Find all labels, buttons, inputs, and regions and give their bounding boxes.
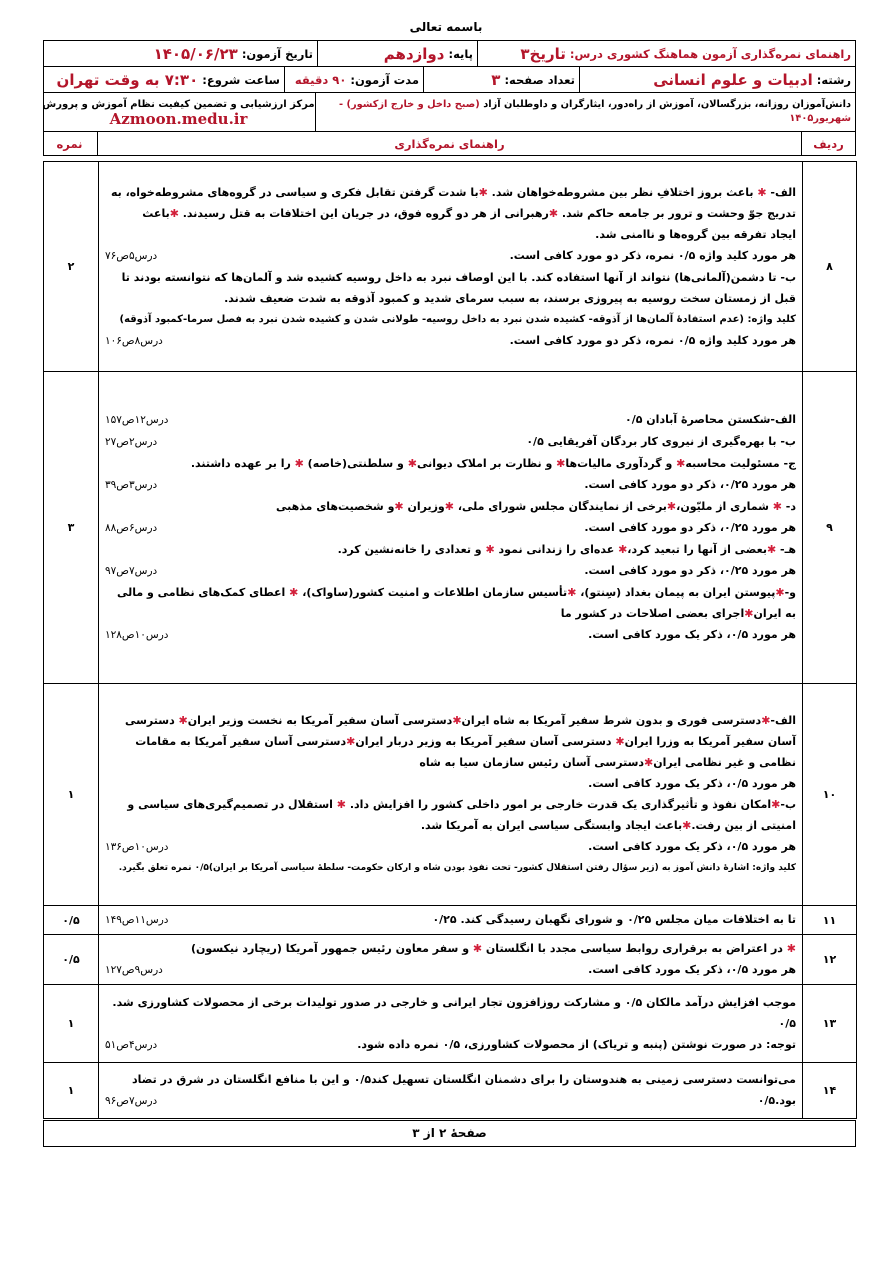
lesson-reference: درس۲ص۲۷ — [105, 436, 158, 448]
lesson-reference: درس۱۱ص۱۴۹ — [105, 914, 169, 926]
answer-text: الف-شکستن محاصرهٔ آبادان ۰/۵ — [625, 413, 796, 426]
answer-row — [44, 1063, 857, 1119]
answer-text: ایجاد تفرقه بین گروه‌ها و ناامنی شد. — [595, 227, 796, 241]
lesson-reference: درس۹ص۱۲۷ — [105, 964, 163, 976]
pages-label: تعداد صفحه: — [504, 72, 575, 87]
answer-text: کلید واژه: اشارهٔ دانش آموز به (زیر سؤال رفتن استقلال کشور- تحت نفوذ بودن شاه و ارکان حکومت- سلطهٔ سیاسی آمریکا بر ایران)۰/۵ نمره تعلق بگیرد. — [118, 863, 796, 873]
column-header — [43, 131, 856, 156]
answer-text: هر مورد ۰/۵، ذکر یک مورد کافی است. — [588, 628, 796, 641]
answer-line — [105, 992, 796, 1013]
duration-label: مدت آزمون: — [350, 72, 419, 87]
answer-line — [105, 752, 796, 773]
answer-row — [44, 162, 857, 372]
answer-text: نظامی و غیر نظامی ایران✱دسترسی آسان رئیس سازمان سیا به شاه — [419, 756, 796, 769]
answer-text: ب- با بهره‌گیری از نیروی کار بردگان آفریقایی ۰/۵ — [526, 435, 796, 448]
answer-line — [105, 539, 796, 560]
answer-line — [105, 560, 796, 582]
field-label: رشته: — [816, 72, 851, 87]
row-number: ۱۴ — [803, 1063, 857, 1119]
duration-cell — [284, 67, 423, 92]
answer-line — [105, 1090, 796, 1112]
answer-text: قبل از زمستان سخت روسیه به پیروزی برسند، به سبب سرمای شدید و کمبود آذوقه به شدت ضعیف شدند. — [224, 291, 796, 305]
row-number: ۹ — [803, 372, 857, 684]
answer-text: کلید واژه: (عدم استفادهٔ آلمان‌ها از آذوقه- کشیده شدن نبرد به داخل روسیه- طولانی شدن و کشیده شدن نبرد به فصل سرما-کمبود آذوقه) — [119, 313, 796, 325]
students: دانش‌آموزان روزانه، بزرگسالان، آموزش از راه‌دور، ایثارگران و داوطلبان آزاد — [483, 99, 851, 110]
answer-row — [44, 684, 857, 906]
answer-line — [105, 288, 796, 309]
answer-text: الف- ✱ باعث بروز اختلافِ نظر بین مشروطه‌خواهان شد. ✱با شدت گرفتن تقابل فکری و سیاسی در گروه‌های مشروطه‌خواه، به — [110, 185, 796, 199]
start-time: ۷:۳۰ به وقت تهران — [56, 70, 199, 89]
score-value: ۰/۵ — [44, 906, 99, 935]
answer-table — [43, 161, 857, 1119]
lesson-reference: درس۴ص۵۱ — [105, 1038, 158, 1051]
answer-text: و-✱پیوستن ایران به پیمان بغداد (سِنتو)، ✱تأسیس سازمان اطلاعات و امنیت کشور(ساواک)، ✱ اعطای کمک‌های نظامی و مالی — [116, 586, 796, 599]
answer-guide — [99, 372, 803, 684]
center-name: مرکز ارزشیابی و تضمین کیفیت نظام آموزش و پرورش — [42, 99, 315, 110]
col-row: ردیف — [801, 132, 855, 155]
score-value: ۱ — [44, 684, 99, 906]
grade-cell — [317, 41, 477, 66]
answer-text: هر مورد ۰/۲۵، ذکر دو مورد کافی است. — [584, 478, 796, 491]
answer-line — [105, 603, 796, 624]
answer-line — [105, 836, 796, 858]
answer-line — [105, 582, 796, 603]
answer-line — [105, 815, 796, 836]
answer-text: به ایران✱اجرای بعضی اصلاحات در کشور ما — [560, 607, 796, 620]
score-value: ۲ — [44, 162, 99, 372]
answer-text: الف-✱دسترسی فوری و بدون شرط سفیر آمریکا به شاه ایران✱دسترسی آسان سفیر آمریکا به نخست وزیر ایران✱ دسترسی — [124, 714, 796, 727]
header-row-3 — [43, 92, 856, 132]
grade-label: پایه: — [448, 46, 473, 61]
answer-line — [105, 909, 796, 931]
lesson-reference: درس۷ص۹۷ — [105, 565, 158, 577]
row-number: ۱۱ — [803, 906, 857, 935]
answer-guide — [99, 935, 803, 985]
answer-text: د- ✱ شماری از ملیّون،✱برخی از نمایندگان مجلس شورای ملی، ✱وزیران ✱و شخصیت‌های مذهبی — [275, 500, 796, 513]
lesson-reference: درس۳ص۳۹ — [105, 479, 158, 491]
field: ادبیات و علوم انسانی — [653, 70, 813, 89]
answer-text: ۰/۵ — [778, 1016, 796, 1030]
date-cell — [42, 41, 317, 66]
row-number: ۱۳ — [803, 985, 857, 1063]
answer-guide — [99, 162, 803, 372]
answer-line — [105, 224, 796, 245]
title-cell — [477, 41, 855, 66]
lesson-reference: درس۷ص۹۶ — [105, 1095, 158, 1107]
answer-text: ب- تا دشمن(آلمانی‌ها) نتواند از آنها استفاده کند. با این اوصاف نبرد به داخل روسیه کشیده شد و آلمان‌ها که نتوانسته بودند تا — [121, 270, 796, 284]
exam-date: ۱۴۰۵/۰۶/۲۳ — [153, 44, 238, 63]
pages: ۳ — [491, 70, 501, 89]
answer-line — [105, 496, 796, 517]
website-link[interactable]: Azmoon.medu.ir — [109, 110, 248, 128]
answer-row — [44, 935, 857, 985]
start-cell — [42, 67, 284, 92]
score-value: ۱ — [44, 985, 99, 1063]
answer-line — [105, 731, 796, 752]
answer-line — [105, 182, 796, 203]
field-cell — [579, 67, 855, 92]
answer-line — [105, 431, 796, 453]
lesson-reference: درس۱۰ص۱۳۶ — [105, 841, 169, 853]
answer-text: آسان سفیر آمریکا به وزرا ایران✱ دسترسی آسان سفیر آمریکا به وزیر دربار ایران✱دسترسی آسان سفیر آمریکا به مقامات — [135, 735, 796, 748]
answer-line — [105, 624, 796, 646]
answer-text: تا به اختلافات میان مجلس ۰/۲۵ و شورای نگهبان رسیدگی کند. ۰/۲۵ — [432, 913, 796, 926]
answer-text: هر مورد کلید واژه ۰/۵ نمره، ذکر دو مورد کافی است. — [509, 333, 796, 347]
header-row-2 — [43, 66, 856, 93]
answer-line — [105, 858, 796, 879]
lesson-reference: درس۶ص۸۸ — [105, 522, 158, 534]
exam-date-label: تاریخ آزمون: — [241, 46, 313, 61]
lesson-reference: درس۵ص۷۶ — [105, 249, 158, 262]
page-footer: صفحهٔ ۲ از ۳ — [43, 1120, 856, 1147]
lesson-reference: درس۱۲ص۱۵۷ — [105, 414, 169, 426]
answer-guide — [99, 985, 803, 1063]
center-cell — [42, 93, 315, 131]
answer-guide — [99, 684, 803, 906]
row-number: ۸ — [803, 162, 857, 372]
answer-line — [105, 959, 796, 981]
start-label: ساعت شروع: — [202, 72, 280, 87]
answer-text: ب-✱امکان نفوذ و تأثیرگذاری یک قدرت خارجی بر امور داخلی کشور را افزایش داد. ✱ استقلال در تصمیم‌گیری‌های سیاسی و — [127, 798, 796, 811]
pages-cell — [423, 67, 579, 92]
answer-text: هر مورد ۰/۲۵، ذکر دو مورد کافی است. — [584, 521, 796, 534]
answer-text: بود.۰/۵ — [757, 1094, 796, 1107]
session: (صبح داخل و خارج ازکشور) - شهریور۱۴۰۵ — [338, 99, 851, 124]
answer-text: هر مورد کلید واژه ۰/۵ نمره، ذکر دو مورد کافی است. — [509, 248, 796, 262]
score-value: ۱ — [44, 1063, 99, 1119]
answer-text: ✱ در اعتراض به برقراری روابط سیاسی مجدد با انگلستان ✱ و سفر معاون رئیس جمهور آمریکا (ریچارد نیکسون) — [191, 942, 796, 955]
answer-text: موجب افزایش درآمد مالکان ۰/۵ و مشارکت روزافزون تجار ایرانی و خارجی در صدور تولیدات برخی از محصولات کشاورزی شد. — [112, 995, 796, 1009]
answer-row — [44, 906, 857, 935]
answer-text: هر مورد ۰/۵، ذکر یک مورد کافی است. — [588, 840, 796, 853]
students-cell — [315, 93, 855, 131]
answer-text: تدریج جوّ وحشت و ترور بر جامعه حاکم شد. ✱رهبرانی از هر دو گروه فوق، در جریان این اختلافات به قتل رسیدند. ✱باعث — [142, 206, 796, 220]
row-number: ۱۰ — [803, 684, 857, 906]
lesson-reference: درس۸ص۱۰۶ — [105, 334, 163, 347]
answer-line — [105, 267, 796, 288]
answer-line — [105, 474, 796, 496]
answer-text: هـ- ✱بعضی از آنها را تبعید کرد،✱ عده‌ای را زندانی نمود ✱ و تعدادی را خانه‌نشین کرد. — [337, 543, 796, 556]
answer-text: توجه: در صورت نوشتن (پنبه و تریاک) از محصولات کشاورزی، ۰/۵ نمره داده شود. — [357, 1037, 796, 1051]
answer-text: می‌توانست دسترسی زمینی به هندوستان را برای دشمنان انگلستان تسهیل کند۰/۵ و این با منافع انگلستان در شرق در تضاد — [132, 1073, 796, 1086]
answer-guide — [99, 906, 803, 935]
score-value: ۰/۵ — [44, 935, 99, 985]
score-value: ۳ — [44, 372, 99, 684]
answer-text: ج- مسئولیت محاسبه✱ و گردآوری مالیات‌ها✱ و نظارت بر املاک دیوانی✱ و سلطنتی(خاصه) ✱ را بر عهده داشتند. — [190, 457, 796, 470]
answer-line — [105, 938, 796, 959]
answer-line — [105, 773, 796, 794]
answer-line — [105, 453, 796, 474]
answer-line — [105, 203, 796, 224]
answer-text: هر مورد ۰/۲۵، ذکر دو مورد کافی است. — [584, 564, 796, 577]
row-number: ۱۲ — [803, 935, 857, 985]
answer-line — [105, 1069, 796, 1090]
header-row-1 — [43, 40, 856, 67]
basmala: باسمه تعالی — [409, 20, 483, 34]
answer-line — [105, 710, 796, 731]
answer-line — [105, 517, 796, 539]
col-guide: راهنمای نمره‌گذاری — [97, 132, 801, 155]
lesson-reference: درس۱۰ص۱۲۸ — [105, 629, 169, 641]
answer-text: هر مورد ۰/۵، ذکر یک مورد کافی است. — [588, 777, 796, 790]
answer-text: امنیتی از بین رفت.✱باعث ایجاد وابستگی سیاسی ایران به آمریکا شد. — [420, 819, 796, 832]
answer-guide — [99, 1063, 803, 1119]
answer-line — [105, 1034, 796, 1056]
answer-line — [105, 330, 796, 352]
duration: ۹۰ دقیقه — [294, 72, 347, 87]
exam-title: راهنمای نمره‌گذاری آزمون هماهنگ کشوری درس: — [569, 46, 851, 61]
answer-line — [105, 309, 796, 330]
col-score: نمره — [56, 136, 83, 151]
subject: تاریخ۳ — [520, 44, 566, 63]
grade: دوازدهم — [383, 44, 445, 63]
answer-line — [105, 794, 796, 815]
answer-line — [105, 1013, 796, 1034]
answer-row — [44, 372, 857, 684]
answer-line — [105, 409, 796, 431]
answer-row — [44, 985, 857, 1063]
answer-line — [105, 245, 796, 267]
answer-text: هر مورد ۰/۵، ذکر یک مورد کافی است. — [588, 963, 796, 976]
